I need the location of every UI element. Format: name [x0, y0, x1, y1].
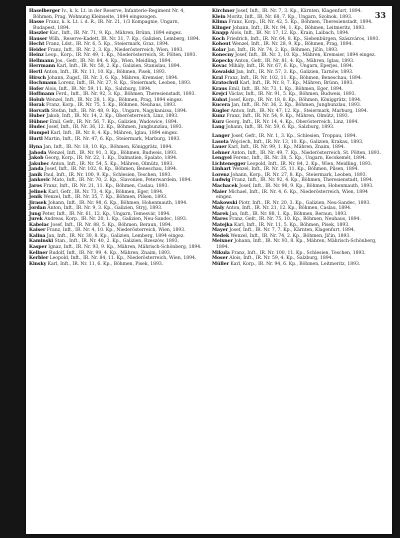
- entry-name: Huber: [29, 114, 45, 120]
- right-column: [212, 9, 385, 267]
- entry-details: Ignaz, Inft., IR. Nr. 93, 9. Kp., Mähren, Mährisch-Schönberg, 1894.: [46, 244, 202, 250]
- entry-name: Langer: [212, 134, 230, 140]
- entry-details: Alois, Inft., IR. Nr. 59, 11. Kp., Salzburg, 1894.: [43, 86, 152, 92]
- entry-name: Hochmann: [29, 81, 57, 87]
- entry-details: Mato, Inft., IR. Nr. 70, 2. Kp., Slavonien, Peterwardein, 1894.: [50, 178, 192, 184]
- entry-name: Hellmann: [29, 58, 54, 64]
- entry-details: Leopold, Inft., IR. Nr. 84, 2. Kp., Wien, Meidling, 1893.: [245, 161, 373, 167]
- entry-name: Klein: [212, 14, 226, 20]
- entry-details: Jan, Inft., IR. Nr. 30, 8. Kp., Galizien, Lemberg, 1894 eingez.: [45, 233, 185, 239]
- entry-name: Heider: [29, 47, 47, 53]
- entry-details: Karl, Inft., IR. Nr. 8, 4. Kp., Mähren, Iglau, 1894 eingez.: [49, 131, 179, 137]
- entry-details: Jan, Inft., IR. Nr. 57, 3. Kp., Galizien, Tarnów, 1893.: [234, 70, 354, 76]
- entry-name: Kolar: [212, 47, 226, 53]
- entry-details: Karl, Inft., IR. Nr. 8, 7. Kp., Mähren, Brünn, 1893.: [238, 81, 354, 87]
- entry-details: Ferenc, Inft., IR. Nr. 38, 5. Kp., Ungarn, Kecskemét, 1894.: [231, 156, 367, 162]
- entry-details: Franz, k. k. Lt. i. d. R., IR. Nr. 21, 1/3 Kompagnie, Ungarn, Budapest, 1894.: [33, 20, 179, 31]
- entry-name: Hasse: [29, 20, 45, 26]
- entry-details: Josef, Inft., IR. Nr. 3, 10. Kp., Mähren, Kremsier, 1894 eingez.: [233, 53, 376, 59]
- entry-details: Kar., Inft., IR. Nr. 71, 9. Kp., Mähren, Brünn, 1894 eingez.: [48, 31, 183, 37]
- entry-details: Anton, Inft., IR. Nr. 54, 5. Kp., Mähren, Olmütz, 1893.: [49, 161, 174, 167]
- entry-name: Lengyel: [212, 156, 232, 162]
- entry-details: Karl, Inft., IR. Nr. 11, 5. Kp., Böhmen, Pisek, 1893.: [232, 222, 350, 228]
- entry-details: Johann, Zugsf., IR. Nr. 3, 6. Kp., Mähren, Kremsier, 1894.: [45, 75, 179, 81]
- entry-name: Kalina: [29, 233, 46, 239]
- entry-details: Josef, Korp., IR. Nr. 18, 8. Kp., Böhmen, Königgrätz, 1894.: [227, 97, 362, 103]
- entry-name: Kinsky: [29, 261, 47, 267]
- entry-details: Josef, Inft., IR. Nr. 7, 7. Kp., Kärnten, Klagenfurt, 1894.: [227, 228, 356, 234]
- page-number: 33: [374, 10, 386, 20]
- entry-name: Horvath: [29, 108, 50, 114]
- entry-details: Alois, Inft., IR. Nr. 59, 4. Kp., Salzburg, 1894.: [227, 256, 333, 262]
- entry-name: Lorenz: [212, 172, 230, 178]
- entry-name: Kirchner: [212, 9, 235, 14]
- entry-name: Humpel: [29, 131, 50, 137]
- entry-name: Meixner: [212, 239, 233, 245]
- entry-name: Jahoda: [29, 150, 47, 156]
- entry-details: Leopold, Inft., IR. Nr. 84, 11. Kp., Niederösterreich, Wien, 1894.: [48, 256, 197, 262]
- entry-details: Franz, Korp., IR. Nr. 42, 5. Kp., Böhmen, Theresienstadt, 1894.: [227, 20, 373, 26]
- entry-name: Lauer: [212, 145, 227, 151]
- entry-name: Krejci: [212, 92, 228, 98]
- entry-name: Kucera: [212, 103, 231, 109]
- entry-name: Jordan: [29, 206, 46, 212]
- entry-details: Anton, Inft., IR. Nr. 47, 12. Kp., Steiermark, Marburg, 1894.: [229, 108, 369, 114]
- entry-name: Haszler: [29, 31, 49, 37]
- entry-details: Andreas, Korp., IR. Nr. 20, 1. Kp., Galizien, Neu-Sandec, 1893.: [42, 217, 188, 223]
- entry-name: Kral: [212, 75, 223, 81]
- entry-name: Machacek: [212, 183, 238, 189]
- entry-details: Wenzel, Inft., IR. Nr. 74, 2. Kp., Böhmen, Jičín, 1893.: [229, 233, 351, 239]
- entry-name: Maier: [212, 189, 227, 195]
- entry-name: Müller: [212, 261, 229, 267]
- entry-details: Václav, Inft., IR. Nr. 91, 5. Kp., Böhmen, Budweis, 1893.: [227, 92, 356, 98]
- entry-details: Emil, Gefr., IR. Nr. 56, 7. Kp., Galizien, Wadowice, 1894.: [48, 119, 179, 125]
- entry-name: Herrmann: [29, 64, 56, 70]
- entry-name: Hauser: [29, 36, 48, 42]
- entry-name: Hecht: [29, 42, 45, 48]
- entry-details: Wojciech, Inft., IR. Nr. 13, 10. Kp., Galizien, Krakau, 1893.: [228, 139, 364, 145]
- entry-details: Jan, Inft., IR. Nr. 18, 10. Kp., Böhmen, Königgrätz, 1894.: [42, 145, 173, 151]
- entry-name: Kerbler: [29, 256, 49, 262]
- entry-details: Franz, Gefr., IR. Nr. 75, 10. Kp., Böhmen, Neuhaus, 1894.: [227, 217, 361, 223]
- entry-details: Franz, Ldst., IR. Nr. 6, 5. Kp., Steiermark, Graz, 1894.: [44, 42, 170, 48]
- entry-name: Hoffmann: [29, 92, 55, 98]
- entry-details: Peter, Inft., IR. Nr. 61, 12. Kp., Ungarn, Temesvár, 1894.: [40, 211, 171, 217]
- entry-details: Paul, Inft., IR. Nr. 100, 9. Kp., Schlesien, Teschen, 1893.: [42, 172, 172, 178]
- entry-name: Janda: [29, 167, 44, 173]
- entry-details: Johann, Inft., IR. Nr. 93, 8. Kp., Mähren, Mährisch-Schönberg, 1894.: [216, 239, 377, 250]
- entry-name: Janik: [29, 172, 43, 178]
- entry-name: Mayer: [212, 228, 228, 234]
- entry-details: Jakob, Inft., IR. Nr. 14, 2. Kp., Oberösterreich, Linz, 1893.: [45, 114, 179, 120]
- entry-details: Karl, Inft., IR. Nr. 58, 2. Kp., Galizien, Stanislau, 1894.: [55, 64, 181, 70]
- entry-details: Johann, Inft., IR. Nr. 59, 6. Kp., Salzburg, 1893.: [224, 125, 335, 131]
- entry-details: Leop., Korp., IR. Nr. 49, 1. Kp., Niederösterreich, St. Pölten, 1893.: [43, 53, 197, 59]
- entry-details: Anton, Inft., IR. Nr. 21, 12. Kp., Böhmen, Caslau, 1894.: [224, 206, 352, 212]
- list-entry: [212, 239, 385, 250]
- entry-details: Moritz, Inft., IR. Nr. 68, 7. Kp., Ungarn, Szolnok, 1893.: [225, 14, 353, 20]
- entry-name: Matejka: [212, 222, 233, 228]
- entry-details: Josef, Gefr., IR. Nr. 1, 3. Kp., Schlesien, Troppau, 1894.: [229, 134, 357, 140]
- entry-details: Franz, Inft., IR. Nr. 92, 4. Kp., Böhmen, Theresienstadt, 1894.: [230, 178, 373, 184]
- entry-name: Haselberger: [29, 9, 61, 14]
- entry-name: Jenik: [29, 195, 43, 201]
- entry-details: Franz, Inft., IR. Nr. 100, 11. Kp., Schlesien, Teschen, 1893.: [229, 250, 366, 256]
- entry-name: Knapp: [212, 31, 229, 37]
- entry-name: Linhart: [212, 167, 231, 173]
- entry-name: Medek: [212, 233, 230, 239]
- entry-details: Josef, Inft., IR. Nr. 7, 3. Kp., Kärnten, Klagenfurt, 1894.: [234, 9, 362, 14]
- entry-name: Kohout: [212, 42, 231, 48]
- entry-name: Klima: [212, 20, 228, 26]
- entry-details: Karl, Inft., IR. Nr. 99, 1. Kp., Mähren, Znaim, 1894.: [226, 145, 346, 151]
- entry-name: Heinz: [29, 53, 44, 59]
- entry-details: Johann, Inft., IR. Nr. 94, 1. Kp., Böhmen, Leitmeritz, 1893.: [231, 25, 366, 31]
- entry-details: Mihály, Inft., IR. Nr. 67, 6. Kp., Ungarn, Eperjes, 1894.: [227, 64, 354, 70]
- entry-details: Georg, Korp., IR. Nr. 22, 1. Kp., Dalmatien, Spalato, 1894.: [43, 156, 178, 162]
- entry-name: Kasper: [29, 244, 47, 250]
- entry-name: Jelinek: [29, 189, 47, 195]
- entry-details: Rudolf, Inft., IR. Nr. 99, 4. Kp., Mähren, Znaim, 1893.: [47, 250, 172, 256]
- entry-name: Kopecky: [212, 58, 234, 64]
- entry-name: Hudec: [29, 125, 46, 131]
- entry-details: Lorenz, Inft., IR. Nr. 27, 8. Kp., Steiermark, Leoben, 1893.: [56, 81, 192, 87]
- entry-details: Josef, Inft., IR. Nr. 102, 8. Kp., Böhmen, Beneschau, 1894.: [43, 167, 178, 173]
- entry-details: Michael, Inft., IR. Nr. 4, 6. Kp., Niederösterreich, Wien, 1894 eingez.: [216, 189, 368, 201]
- entry-details: Wenzel, Inft., IR. Nr. 28, 1. Kp., Böhmen, Prag, 1894 eingez.: [44, 97, 184, 103]
- left-column: [29, 9, 202, 267]
- entry-name: Kurz: [212, 119, 225, 125]
- entry-name: Kugler: [212, 108, 230, 114]
- entry-details: Franz, Inft., IR. Nr. 4, 10. Kp., Niederösterreich, Wien, 1893.: [45, 228, 186, 234]
- entry-name: Hurtl: [29, 136, 43, 142]
- list-entry: [212, 262, 385, 268]
- entry-details: Wenzel, Inft., IR. Nr. 91, 3. Kp., Böhmen, Budweis, 1893.: [46, 150, 178, 156]
- entry-details: Friedrich, Inft., IR. Nr. 64, 8. Kp., Siebenbürgen, Szászváros, 1893.: [224, 36, 380, 42]
- entry-name: Mares: [212, 217, 228, 223]
- entry-details: Anton, Inft., IR. Nr. 49, 7. Kp., Niederösterreich, St. Pölten, 1893.: [229, 150, 381, 156]
- entry-name: Mikula: [212, 250, 230, 256]
- entry-details: Wenzel, Inft., IR. Nr. 28, 9. Kp., Böhmen, Prag, 1894.: [230, 42, 353, 48]
- entry-name: Lehner: [212, 150, 230, 156]
- entry-details: Wilh., Reserve-Kadett, IR. Nr. 31, 7. Kp., Galizien, Lemberg, 1894.: [47, 36, 201, 42]
- entry-details: Wenzel, Inft., IR. Nr. 35, 11. Kp., Böhmen, Pilsen, 1894.: [230, 167, 359, 173]
- entry-details: Piotr, Inft., IR. Nr. 20, 3. Kp., Galizien, Neu-Sandec, 1893.: [237, 200, 371, 206]
- entry-details: Franz, Inft., IR. Nr. 102, 11. Kp., Böhmen, Beneschau, 1894.: [222, 75, 362, 81]
- entry-details: Jos., Gefr., IR. Nr. 84, 4. Kp., Wien, Meidling, 1894.: [53, 58, 172, 64]
- entry-name: Hyna: [29, 145, 43, 151]
- entry-details: Emil, Inft., IR. Nr. 73, 1. Kp., Böhmen, Eger, 1894.: [227, 86, 344, 92]
- entry-name: Klinger: [212, 25, 232, 31]
- entry-name: Kubat: [212, 97, 228, 103]
- entry-details: Georg, Inft., IR. Nr. 14, 4. Kp., Oberösterreich, Linz, 1894.: [224, 119, 359, 125]
- entry-name: Holub: [29, 97, 45, 103]
- entry-details: Franz, Inft., IR. Nr. 2, 3. Kp., Niederösterreich, Wien, 1893.: [46, 47, 184, 53]
- entry-details: Johann, Inft., IR. Nr. 98, 6. Kp., Böhmen, Hohenmauth, 1894.: [46, 200, 188, 206]
- entry-name: Jakubec: [29, 161, 50, 167]
- entry-name: Kovac: [212, 64, 228, 70]
- entry-details: Karl, Inft., IR. Nr. 11, 6. Kp., Böhmen, Pisek, 1893.: [46, 261, 164, 267]
- entry-name: Moser: [212, 256, 228, 262]
- entry-name: Kaminski: [29, 239, 54, 245]
- entry-name: Kaiser: [29, 228, 46, 234]
- entry-details: Franz, Korp., IR. Nr. 75, 5. Kp., Böhmen, Neuhaus, 1893.: [44, 103, 177, 109]
- entry-details: Stefan, Inft., IR. Nr. 48, 9. Kp., Ungarn, Nagykanizsa, 1894.: [49, 108, 188, 114]
- entry-details: Franz, Inft., IR. Nr. 21, 11. Kp., Böhmen, Caslau, 1893.: [41, 183, 169, 189]
- entry-name: Jirasek: [29, 200, 47, 206]
- entry-name: Jakob: [29, 156, 44, 162]
- entry-details: Jan, Inft., IR. Nr. 74, 2. Kp., Böhmen, Jičín, 1893.: [225, 47, 339, 53]
- entry-details: Iv., k. k. Lt. in der Reserve, Infanterie-Regiment Nr. 4, Böhmen, Prag, Wohnung Kleinseite, 1894 eingezogen.: [33, 9, 185, 20]
- entry-details: Anton, Inft., IR. Nr. 9, 3. Kp., Galizien, Stryj, 1893.: [45, 206, 163, 212]
- entry-details: Karl, Korp., IR. Nr. 94, 6. Kp., Böhmen, Leitmeritz, 1893.: [228, 261, 361, 267]
- entry-name: Konecny: [212, 53, 234, 59]
- entry-name: Lang: [212, 125, 225, 131]
- entry-name: Koch: [212, 36, 225, 42]
- entry-details: Alois, Inft., IR. Nr. 17, 12. Kp., Krain, Laibach, 1894.: [228, 31, 350, 37]
- entry-details: Anton, Inft., IR. Nr. 11, 10. Kp., Böhmen, Pisek, 1893.: [42, 70, 167, 76]
- entry-details: Johann, Korp., IR. Nr. 27, 8. Kp., Steiermark, Leoben, 1893.: [229, 172, 367, 178]
- entry-name: Jurek: [29, 217, 43, 223]
- entry-details: Anton, Gefr., IR. Nr. 81, 4. Kp., Mähren, Iglau, 1893.: [233, 58, 355, 64]
- entry-details: Ferd., Inft., IR. Nr. 92, 3. Kp., Böhmen, Theresienstadt, 1893.: [54, 92, 196, 98]
- entry-name: Marek: [212, 211, 229, 217]
- entry-name: Horak: [29, 103, 45, 109]
- entry-name: Hofer: [29, 86, 44, 92]
- entry-details: Stan., Inft., IR. Nr. 40, 2. Kp., Galizien, Rzeszów, 1893.: [53, 239, 179, 245]
- entry-name: Kowalski: [212, 70, 235, 76]
- entry-name: Kratochvil: [212, 81, 239, 87]
- entry-name: Kellner: [29, 250, 48, 256]
- entry-name: Hirsch: [29, 75, 46, 81]
- entry-name: Lichtenegger: [212, 161, 246, 167]
- entry-details: Martin, Inft., IR. Nr. 47, 6. Kp., Steiermark, Marburg, 1893.: [42, 136, 181, 142]
- entry-details: Jan, Inft., IR. Nr. 88, 1. Kp., Böhmen, Beraun, 1893.: [228, 211, 348, 217]
- entry-name: Lasota: [212, 139, 229, 145]
- list-entry: [29, 20, 202, 31]
- entry-name: Kabelac: [29, 222, 50, 228]
- entry-details: Karl, Gefr., IR. Nr. 73, 4. Kp., Böhmen, Eger, 1894.: [46, 189, 164, 195]
- list-entry: [29, 9, 202, 20]
- entry-details: Josef, Inft., IR. Nr. 98, 9. Kp., Böhmen, Hohenmauth, 1893.: [237, 183, 374, 189]
- entry-name: Hertl: [29, 70, 43, 76]
- entry-name: Ludwig: [212, 178, 231, 184]
- entry-details: Franz, Inft., IR. Nr. 54, 9. Kp., Mähren, Olmütz, 1893.: [224, 114, 350, 120]
- entry-name: Hübner: [29, 119, 49, 125]
- entry-name: Maly: [212, 206, 225, 212]
- list-entry: [29, 137, 202, 143]
- entry-details: Jan, Inft., IR. Nr. 36, 2. Kp., Böhmen, Jungbunzlau, 1893.: [230, 103, 362, 109]
- entry-name: Makowski: [212, 200, 238, 206]
- entry-name: Kunz: [212, 114, 225, 120]
- entry-details: Josef, Inft., IR. Nr. 88, 5. Kp., Böhmen, Beraun, 1894.: [49, 222, 173, 228]
- entry-name: Jankovic: [29, 178, 51, 184]
- entry-details: Wenzel, Inft., IR. Nr. 35, 7. Kp., Böhmen, Pilsen, 1893.: [42, 195, 168, 201]
- entry-name: Jaros: [29, 183, 42, 189]
- entry-name: Jung: [29, 211, 41, 217]
- entry-name: Kraus: [212, 86, 228, 92]
- entry-details: Josef, Inft., IR. Nr. 36, 12. Kp., Böhmen, Jungbunzlau, 1893.: [45, 125, 183, 131]
- list-entry: [212, 190, 385, 201]
- scanned-page: [26, 6, 392, 534]
- list-entry: [29, 262, 202, 268]
